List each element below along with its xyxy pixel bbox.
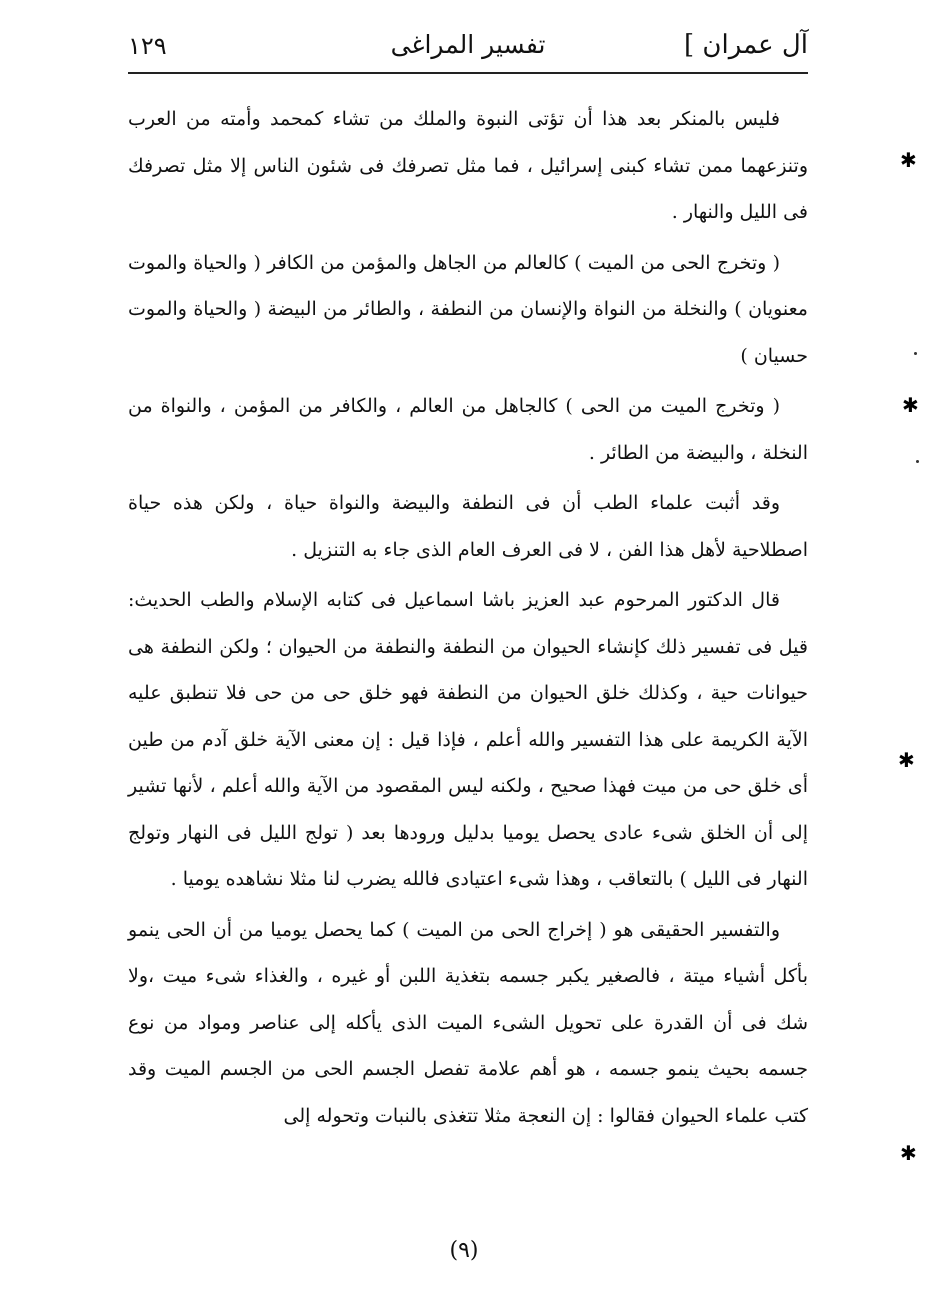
margin-asterisk-icon: ✱ — [900, 148, 917, 172]
book-title: تفسير المراغى — [390, 30, 546, 59]
margin-asterisk-icon: ✱ — [898, 748, 915, 772]
paragraph: قال الدكتور المرحوم عبد العزيز باشا اسماعيل فى كتابه الإسلام والطب الحديث: قيل فى تفسير ذلك كإنشاء الحيوان من النطفة والنطفة من الحيوان ؛ ولكن النطفة هى حيوانات حية ، وكذلك خلق الحيوان من النطفة فهو خلق حى من حى فلا تنطبق عليه الآية الكريمة على هذا التفسير والله أعلم ، فإذا قيل : إن معنى الآية خلق آدم من طين أى خلق حى من ميت فهذا صحيح ، ولكنه ليس المقصود من الآية والله أعلم ، لأنها تشير إلى أن الخلق شىء عادى يحصل يوميا بدليل ورودها بعد ( تولج الليل فى النهار وتولج النهار فى الليل ) بالتعاقب ، وهذا شىء اعتيادى فالله يضرب لنا مثلا نشاهده يوميا . — [128, 589, 808, 890]
paragraph: وقد أثبت علماء الطب أن فى النطفة والبيضة والنواة حياة ، ولكن هذه حياة اصطلاحية لأهل هذا الفن ، لا فى العرف العام الذى جاء به التنزيل . — [128, 492, 808, 561]
margin-dot-icon — [916, 460, 919, 463]
surah-title: آل عمران ] — [684, 30, 808, 60]
page-header — [128, 26, 808, 70]
paragraph: ( وتخرج الميت من الحى ) كالجاهل من العالم ، والكافر من المؤمن ، والنواة من النخلة ، والبيضة من الطائر . — [128, 395, 808, 464]
paragraph: ( وتخرج الحى من الميت ) كالعالم من الجاهل والمؤمن من الكافر ( والحياة والموت معنويان ) والنخلة من النواة والإنسان من النطفة ، والطائر من البيضة ( والحياة والموت حسيان ) — [128, 251, 808, 367]
paragraph: والتفسير الحقيقى هو ( إخراج الحى من الميت ) كما يحصل يوميا من أن الحى ينمو بأكل أشياء ميتة ، فالصغير يكبر جسمه بتغذية اللبن أو غيره ، والغذاء شىء ميت ،ولا شك فى أن القدرة على تحويل الشىء الميت الذى يأكله إلى عناصر ومواد من نوع جسمه بحيث ينمو جسمه ، هو أهم علامة تفصل الجسم الحى من الجسم الميت وقد كتب علماء الحيوان فقالوا : إن النعجة مثلا تتغذى بالنبات وتحوله إلى — [128, 918, 808, 1127]
margin-asterisk-icon: ✱ — [902, 393, 919, 417]
margin-dot-icon — [914, 352, 917, 355]
margin-asterisk-icon: ✱ — [900, 1141, 917, 1165]
page-body — [128, 96, 808, 1139]
signature-mark: (٩) — [449, 1238, 479, 1263]
header-divider — [128, 72, 808, 74]
paragraph: فليس بالمنكر بعد هذا أن تؤتى النبوة والملك من تشاء كمحمد وأمته من العرب وتنزعهما ممن تشاء كبنى إسرائيل ، فما مثل تصرفك فى شئون الناس إلا مثل تصرفك فى الليل والنهار . — [128, 108, 808, 223]
page-number: ١٢٩ — [128, 32, 167, 60]
